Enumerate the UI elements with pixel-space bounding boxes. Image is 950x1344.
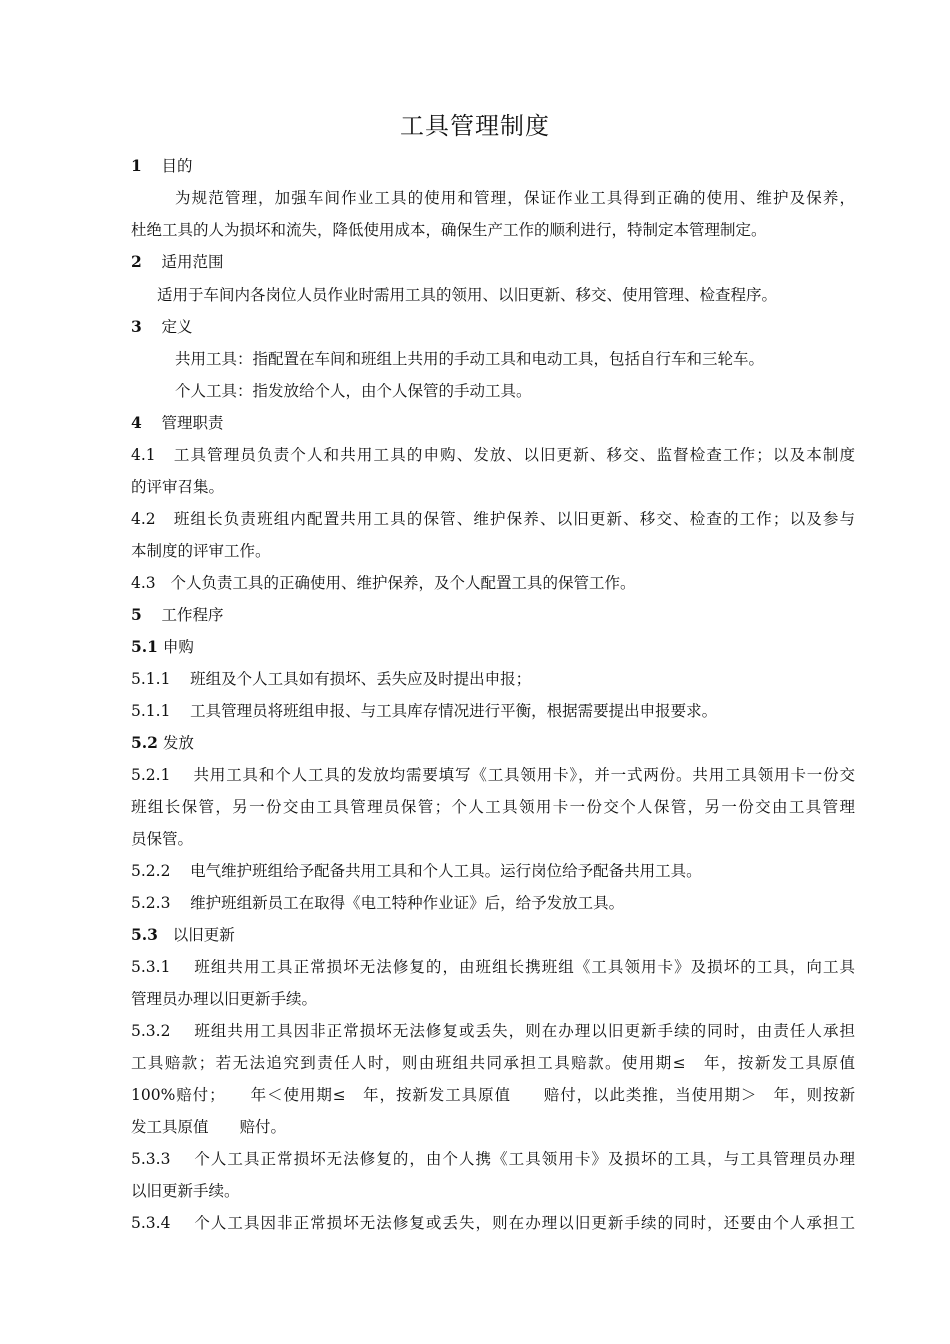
clause-number: 5.2.1 [131,766,171,784]
clause-number: 5.1.1 [131,702,171,720]
clause-number: 4.2 [131,510,156,528]
section-title: 定义 [161,318,193,336]
clause-text: 共用工具和个人工具的发放均需要填写《工具领用卡》，并一式两份。共用工具领用卡一份交 [193,766,855,784]
paragraph-line: 员保管。 [131,830,194,848]
paragraph-line: 的评审召集。 [131,478,225,496]
clause-number: 5.2.2 [131,862,171,880]
clause-text: 工具管理员负责个人和共用工具的申购、发放、以旧更新、移交、监督检查工作；以及本制度 [173,446,855,464]
clause-text: 班组及个人工具如有损坏、丢失应及时提出申报； [190,670,532,688]
clause-5-3-1 [131,957,855,977]
clause-text: 维护班组新员工在取得《电工特种作业证》后，给予发放工具。 [190,894,625,912]
clause-text: 班组共用工具正常损坏无法修复的，由班组长携班组《工具领用卡》及损坏的工具，向工具 [194,958,855,976]
paragraph-line: 杜绝工具的人为损坏和流失，降低使用成本，确保生产工作的顺利进行，特制定本管理制定。 [131,221,767,239]
section-title: 管理职责 [161,414,224,432]
paragraph-line: 本制度的评审工作。 [131,542,271,560]
clause-number: 4.1 [131,446,156,464]
clause-number: 5.3.3 [131,1150,171,1168]
subsection-title: 以旧更新 [172,926,235,944]
paragraph-line: 工具赔款；若无法追究到责任人时，则由班组共同承担工具赔款。使用期≤ 年，按新发工具原值 [131,1054,855,1072]
subsection-number: 5.3 [131,925,158,944]
paragraph-line: 共用工具：指配置在车间和班组上共用的手动工具和电动工具，包括自行车和三轮车。 [175,350,765,368]
subsection-number: 5.2 [131,733,158,752]
clause-5-2-2 [131,861,855,881]
paragraph-line: 以旧更新手续。 [131,1182,240,1200]
paragraph-line: 为规范管理，加强车间作业工具的使用和管理，保证作业工具得到正确的使用、维护及保养， [175,189,855,207]
section-5-heading [131,605,855,625]
clause-5-3-3 [131,1149,855,1169]
subsection-title: 申购 [162,638,194,656]
paragraph-line: 发工具原值 赔付。 [131,1118,287,1136]
clause-text: 个人工具因非正常损坏无法修复或丢失，则在办理以旧更新手续的同时，还要由个人承担工 [194,1214,855,1232]
section-3-heading [131,317,855,337]
clause-text: 班组长负责班组内配置共用工具的保管、维护保养、以旧更新、移交、检查的工作；以及参与 [173,510,855,528]
clause-number: 5.1.1 [131,670,171,688]
clause-number: 5.2.3 [131,894,171,912]
clause-5-3-4 [131,1213,855,1233]
clause-number: 5.3.4 [131,1214,171,1232]
section-number: 3 [131,317,142,336]
paragraph-line: 适用于车间内各岗位人员作业时需用工具的领用、以旧更新、移交、使用管理、检查程序。 [157,286,778,304]
subsection-5-3-heading [131,925,855,945]
subsection-5-2-heading [131,733,855,753]
clause-5-3-2 [131,1021,855,1041]
subsection-number: 5.1 [131,637,158,656]
clause-5-1-1a [131,669,855,689]
clause-text: 个人工具正常损坏无法修复的，由个人携《工具领用卡》及损坏的工具，与工具管理员办理 [194,1150,855,1168]
clause-number: 4.3 [131,574,156,592]
paragraph-line: 个人工具：指发放给个人，由个人保管的手动工具。 [175,382,532,400]
section-4-heading [131,413,855,433]
clause-5-2-3 [131,893,855,913]
section-number: 2 [131,252,142,271]
subsection-5-1-heading [131,637,855,657]
clause-number: 5.3.1 [131,958,171,976]
paragraph-line: 班组长保管，另一份交由工具管理员保管；个人工具领用卡一份交个人保管，另一份交由工具管理 [131,798,855,816]
clause-4-1 [131,445,855,465]
document-title: 工具管理制度 [400,112,550,140]
section-title: 工作程序 [161,606,224,624]
clause-4-2 [131,509,855,529]
subsection-title: 发放 [162,734,194,752]
clause-5-2-1 [131,765,855,785]
clause-number: 5.3.2 [131,1022,171,1040]
clause-text: 班组共用工具因非正常损坏无法修复或丢失，则在办理以旧更新手续的同时，由责任人承担 [194,1022,855,1040]
section-number: 4 [131,413,142,432]
clause-text: 电气维护班组给予配备共用工具和个人工具。运行岗位给予配备共用工具。 [190,862,702,880]
section-number: 1 [131,156,142,175]
clause-text: 个人负责工具的正确使用、维护保养，及个人配置工具的保管工作。 [170,574,636,592]
clause-5-1-1b [131,701,855,721]
section-title: 适用范围 [161,253,224,271]
section-number: 5 [131,605,142,624]
section-title: 目的 [161,157,193,175]
paragraph-line: 100%赔付； 年＜使用期≤ 年，按新发工具原值 赔付，以此类推，当使用期＞ 年，则按新 [131,1086,855,1104]
section-1-heading [131,156,855,176]
clause-text: 工具管理员将班组申报、与工具库存情况进行平衡，根据需要提出申报要求。 [190,702,718,720]
section-2-heading [131,252,855,272]
paragraph-line: 管理员办理以旧更新手续。 [131,990,318,1008]
clause-4-3 [131,573,855,593]
